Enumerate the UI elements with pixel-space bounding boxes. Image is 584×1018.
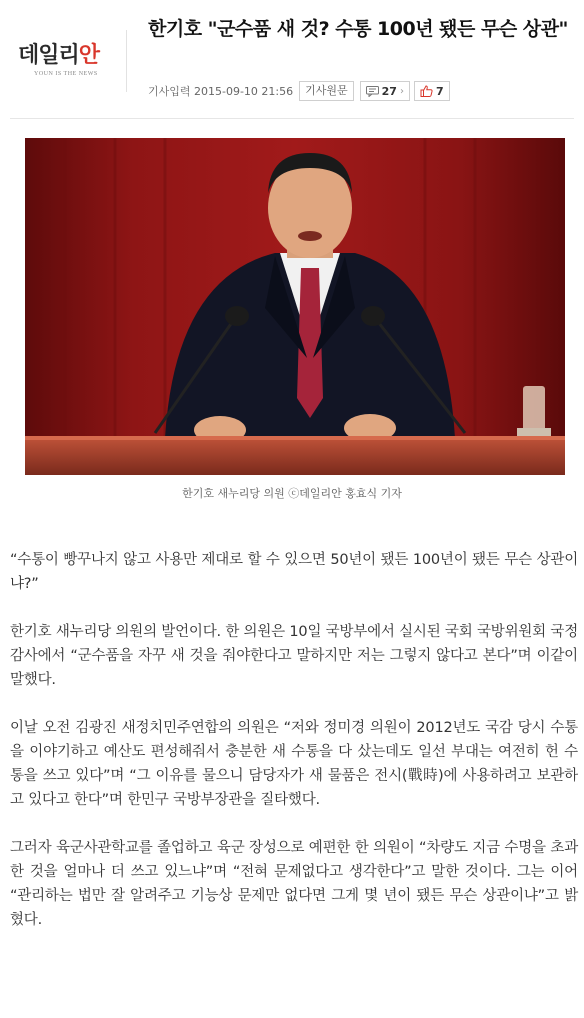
- article-header: [0, 0, 584, 118]
- like-button[interactable]: [414, 81, 450, 101]
- thumbs-up-icon: [420, 85, 433, 97]
- original-article-button[interactable]: 기사원문: [299, 81, 354, 101]
- header-divider: [126, 30, 127, 92]
- header-rule: [10, 118, 574, 119]
- article-paragraph: 그러자 육군사관학교를 졸업하고 육군 장성으로 예편한 한 의원이 “차량도 지금 수명을 초과한 것을 얼마나 더 쓰고 있느냐”며 “전혀 문제없다고 생각한다”고 말한 것이다. 그는 이어 “관리하는 법만 잘 알려주고 기능상 문제만 없다면 그게 몇 년이 됐든 무슨 상관이냐”고 밝혔다.: [10, 840, 578, 928]
- article-paragraph: “수통이 빵꾸나지 않고 사용만 제대로 할 수 있으면 50년이 됐든 100년이 됐든 무슨 상관이냐?”: [10, 552, 578, 592]
- article-photo[interactable]: [25, 138, 565, 475]
- comment-button[interactable]: [360, 81, 410, 101]
- photo-illustration: [25, 138, 565, 475]
- speech-bubble-icon: [366, 86, 379, 97]
- chevron-right-icon: ›: [399, 85, 404, 97]
- article-paragraph: 이날 오전 김광진 새정치민주연합의 의원은 “저와 정미경 의원이 2012년도 국감 당시 수통을 이야기하고 예산도 편성해줘서 충분한 새 수통을 다 샀는데도 일선 부대는 여전히 헌 수통을 쓰고 있다”며 “그 이유를 물으니 담당자가 새 물품은 전시(戰時)에 사용하려고 보관하고 있다고 한다”며 한민구 국방부장관을 질타했다.: [10, 720, 578, 808]
- article-meta: [148, 81, 454, 101]
- comment-count: 27: [381, 84, 397, 98]
- photo-caption: 한기호 새누리당 의원 ⓒ데일리안 홍효식 기자: [182, 487, 402, 500]
- article-body: [10, 548, 578, 956]
- dailian-logo[interactable]: [18, 38, 118, 86]
- like-count: 7: [435, 84, 444, 98]
- article-title: 한기호 "군수품 새 것? 수통 100년 됐든 무슨 상관": [148, 18, 568, 40]
- article-paragraph: 한기호 새누리당 의원의 발언이다. 한 의원은 10일 국방부에서 실시된 국회 국방위원회 국정감사에서 “군수품을 자꾸 새 것을 줘야한다고 말하지만 저는 그렇지 않다고 본다”며 이같이 말했다.: [10, 624, 579, 688]
- logo-wordmark: 데일리안: [18, 43, 100, 68]
- logo-tagline: YOUN IS THE NEWS: [34, 71, 98, 77]
- publish-date: 기사입력 2015-09-10 21:56: [148, 85, 294, 98]
